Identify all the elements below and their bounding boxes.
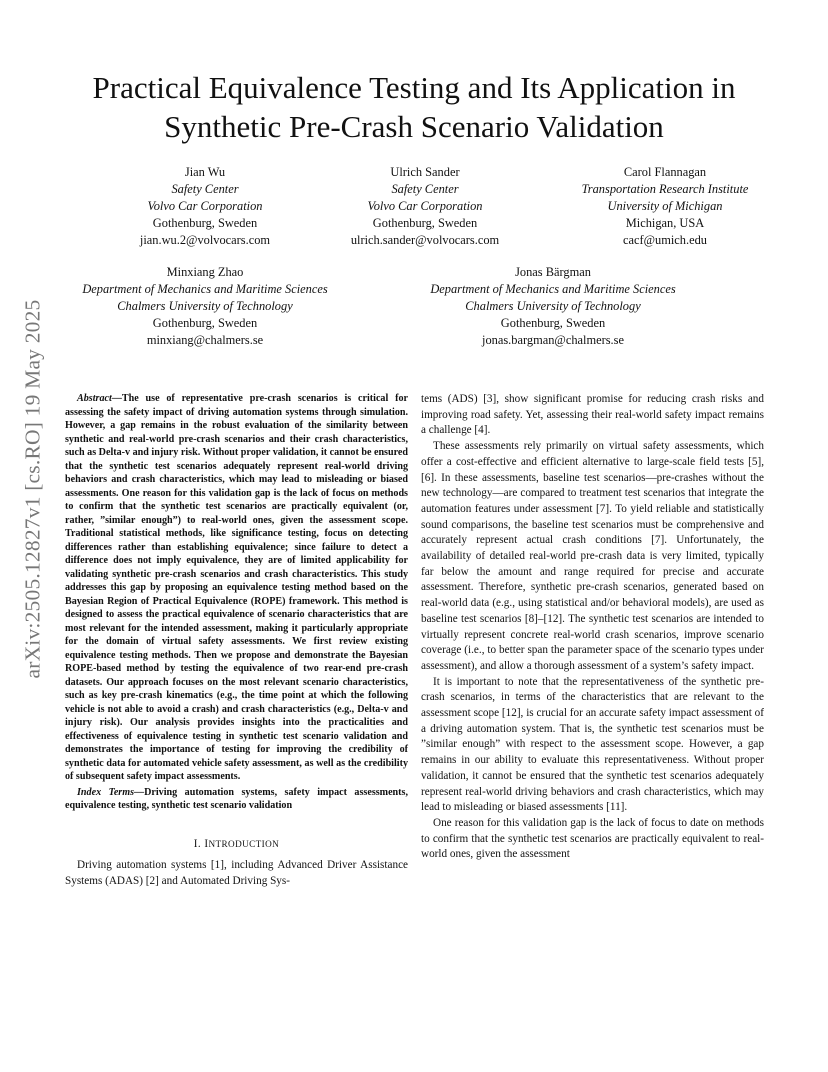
abstract-text: —The use of representative pre-crash scenarios is critical for assessing the safety impact of driving automation systems through simulation. However, a gap remains in the robust evaluation of the similarity between synthetic and real-world pre-crash scenarios and their crash characteristics, such as Delta-v and injury risk. Without proper validation, it cannot be ensured that the synthetic test scenarios adequately represent real-world driving behaviors and crash characteristics, which may lead to misleading or biased assessments. One reason for this validation gap is the lack of focus on methods to confirm that the synthetic test scenarios are practically equivalent (or, rather, ”similar enough”) to real-world ones, given the assessment scope. Traditional statistical methods, like significance testing, focus on detecting differences rather than establishing equivalence; since failure to detect a difference does not imply equivalence, they are of limited applicability for validating synthetic pre-crash scenarios and crash characteristics. This study addresses this gap by proposing an equivalence testing method based on the Bayesian Region of Practical Equivalence (ROPE) framework. This method is designed to assess the practical equivalence of scenario characteristics that are most relevant for the intended assessment, making it particularly appropriate for the domain of virtual safety assessments. We first review existing equivalence testing methods. Then we propose and demonstrate the Bayesian ROPE-based method by testing the equivalence of two rear-end pre-crash datasets. Our approach focuses on the most relevant scenario characteristics, such as key pre-crash kinematics (e.g., the time point at which the following vehicle is not able to avoid a crash) and crash characteristics (e.g., Delta-v and injury risk). Our analysis provides insights into the practicalities and effectiveness of equivalence testing in synthetic test scenario validation and demonstrates the importance of testing for improving the credibility of synthetic data for automated vehicle safety assessment, as well as the credibility of subsequent safety impact assessments.: [65, 393, 408, 782]
author-affiliation: Transportation Research Institute: [581, 182, 749, 196]
author-name: Carol Flannagan: [623, 165, 707, 179]
section-number: I. I: [193, 837, 209, 850]
section-name: NTRODUCTION: [208, 838, 280, 849]
index-terms-text: —Driving automation systems, safety impact assessments, equivalence testing, synthetic test scenario validation: [65, 786, 408, 811]
author-block-2: [290, 164, 560, 249]
body-paragraph-1: tems (ADS) [3], show significant promise for reducing crash risks and improving road safety. Yet, assessing their real-world safety impact remains a challenge [4].: [421, 393, 764, 437]
author-email: minxiang@chalmers.se: [146, 333, 264, 347]
right-column: [421, 392, 764, 863]
author-affiliation: Safety Center: [171, 182, 239, 196]
author-affiliation: Department of Mechanics and Maritime Sciences: [82, 282, 328, 296]
author-affiliation: Chalmers University of Technology: [465, 299, 641, 313]
body-paragraph-3: It is important to note that the representativeness of the synthetic pre-crash scenarios, in terms of the characteristics that are relevant to the assessment scope [12], is crucial for an accurate safety impact assessment of a driving automation system. That is, the synthetic test scenarios must be ”similar enough” with respect to the assessment scope. However, a gap remains in our ability to evaluate this representativeness. Without proper validation, it cannot be ensured that the synthetic test scenarios adequately represent real-world driving behaviors and crash characteristics, which may lead to misleading or biased assessments [11].: [421, 675, 764, 814]
body-paragraph-4: One reason for this validation gap is the lack of focus to date on methods to confirm that the synthetic test scenarios are practically equivalent to real-world ones, given the assessment: [421, 816, 764, 861]
abstract: [65, 392, 408, 784]
author-affiliation: Volvo Car Corporation: [147, 199, 263, 213]
author-email: cacf@umich.edu: [623, 233, 707, 247]
abstract-label: Abstract: [77, 393, 112, 404]
arxiv-id-text: arXiv:2505.12827v1 [cs.RO] 19 May 2025: [20, 298, 45, 679]
author-email: jonas.bargman@chalmers.se: [482, 333, 624, 347]
author-name: Ulrich Sander: [390, 165, 460, 179]
title-line-1: Practical Equivalence Testing and Its Application in: [92, 70, 736, 105]
author-name: Jonas Bärgman: [515, 265, 591, 279]
author-location: Gothenburg, Sweden: [152, 216, 258, 230]
author-block-3: [530, 164, 800, 249]
paper-title: [40, 68, 788, 146]
body-paragraph-2: These assessments rely primarily on virtual safety assessments, which offer a cost-effective and efficient alternative to large-scale field tests [5], [6]. In these assessments, baseline test scenarios—pre-crashes without the new technology—are compared to treatment test scenarios that integrate the automation features under assessment [7]. To yield reliable and statistically sound comparisons, the baseline test scenarios must be comprehensive and accurately represent actual crash conditions [7]. Unfortunately, the availability of detailed real-world pre-crash data is very limited, typically far below the amount and range required for precise and accurate assessment. Therefore, synthetic pre-crash scenarios, generated based on real-world data (e.g., using statistical and/or behavioral models), are used as baseline test scenarios [8]–[12]. The synthetic test scenarios are intended to virtually represent concrete real-world crash scenarios, improve scenario coverage (i.e., to better span the parameter space of the scenario types under assessment), and allow a thorough assessment of a system’s safety impact.: [421, 440, 764, 672]
author-affiliation: Volvo Car Corporation: [367, 199, 483, 213]
index-terms-label: Index Terms: [77, 786, 135, 798]
author-name: Minxiang Zhao: [166, 265, 244, 279]
title-line-2: Synthetic Pre-Crash Scenario Validation: [164, 109, 664, 144]
author-block-4: [55, 264, 355, 349]
author-location: Michigan, USA: [625, 216, 705, 230]
left-column: [65, 392, 408, 890]
author-affiliation: Safety Center: [391, 182, 459, 196]
author-affiliation: University of Michigan: [607, 199, 723, 213]
author-location: Gothenburg, Sweden: [372, 216, 478, 230]
arxiv-identifier: [20, 295, 46, 682]
author-block-5: [403, 264, 703, 349]
author-affiliation: Department of Mechanics and Maritime Sciences: [430, 282, 676, 296]
section-heading: [65, 837, 408, 853]
author-name: Jian Wu: [184, 165, 226, 179]
author-affiliation: Chalmers University of Technology: [117, 299, 293, 313]
author-email: ulrich.sander@volvocars.com: [350, 233, 500, 247]
intro-paragraph: Driving automation systems [1], including Advanced Driver Assistance Systems (ADAS) [2] and Automated Driving Sys-: [65, 859, 408, 887]
index-terms: [65, 786, 408, 813]
author-location: Gothenburg, Sweden: [500, 316, 606, 330]
author-location: Gothenburg, Sweden: [152, 316, 258, 330]
author-email: jian.wu.2@volvocars.com: [139, 233, 271, 247]
